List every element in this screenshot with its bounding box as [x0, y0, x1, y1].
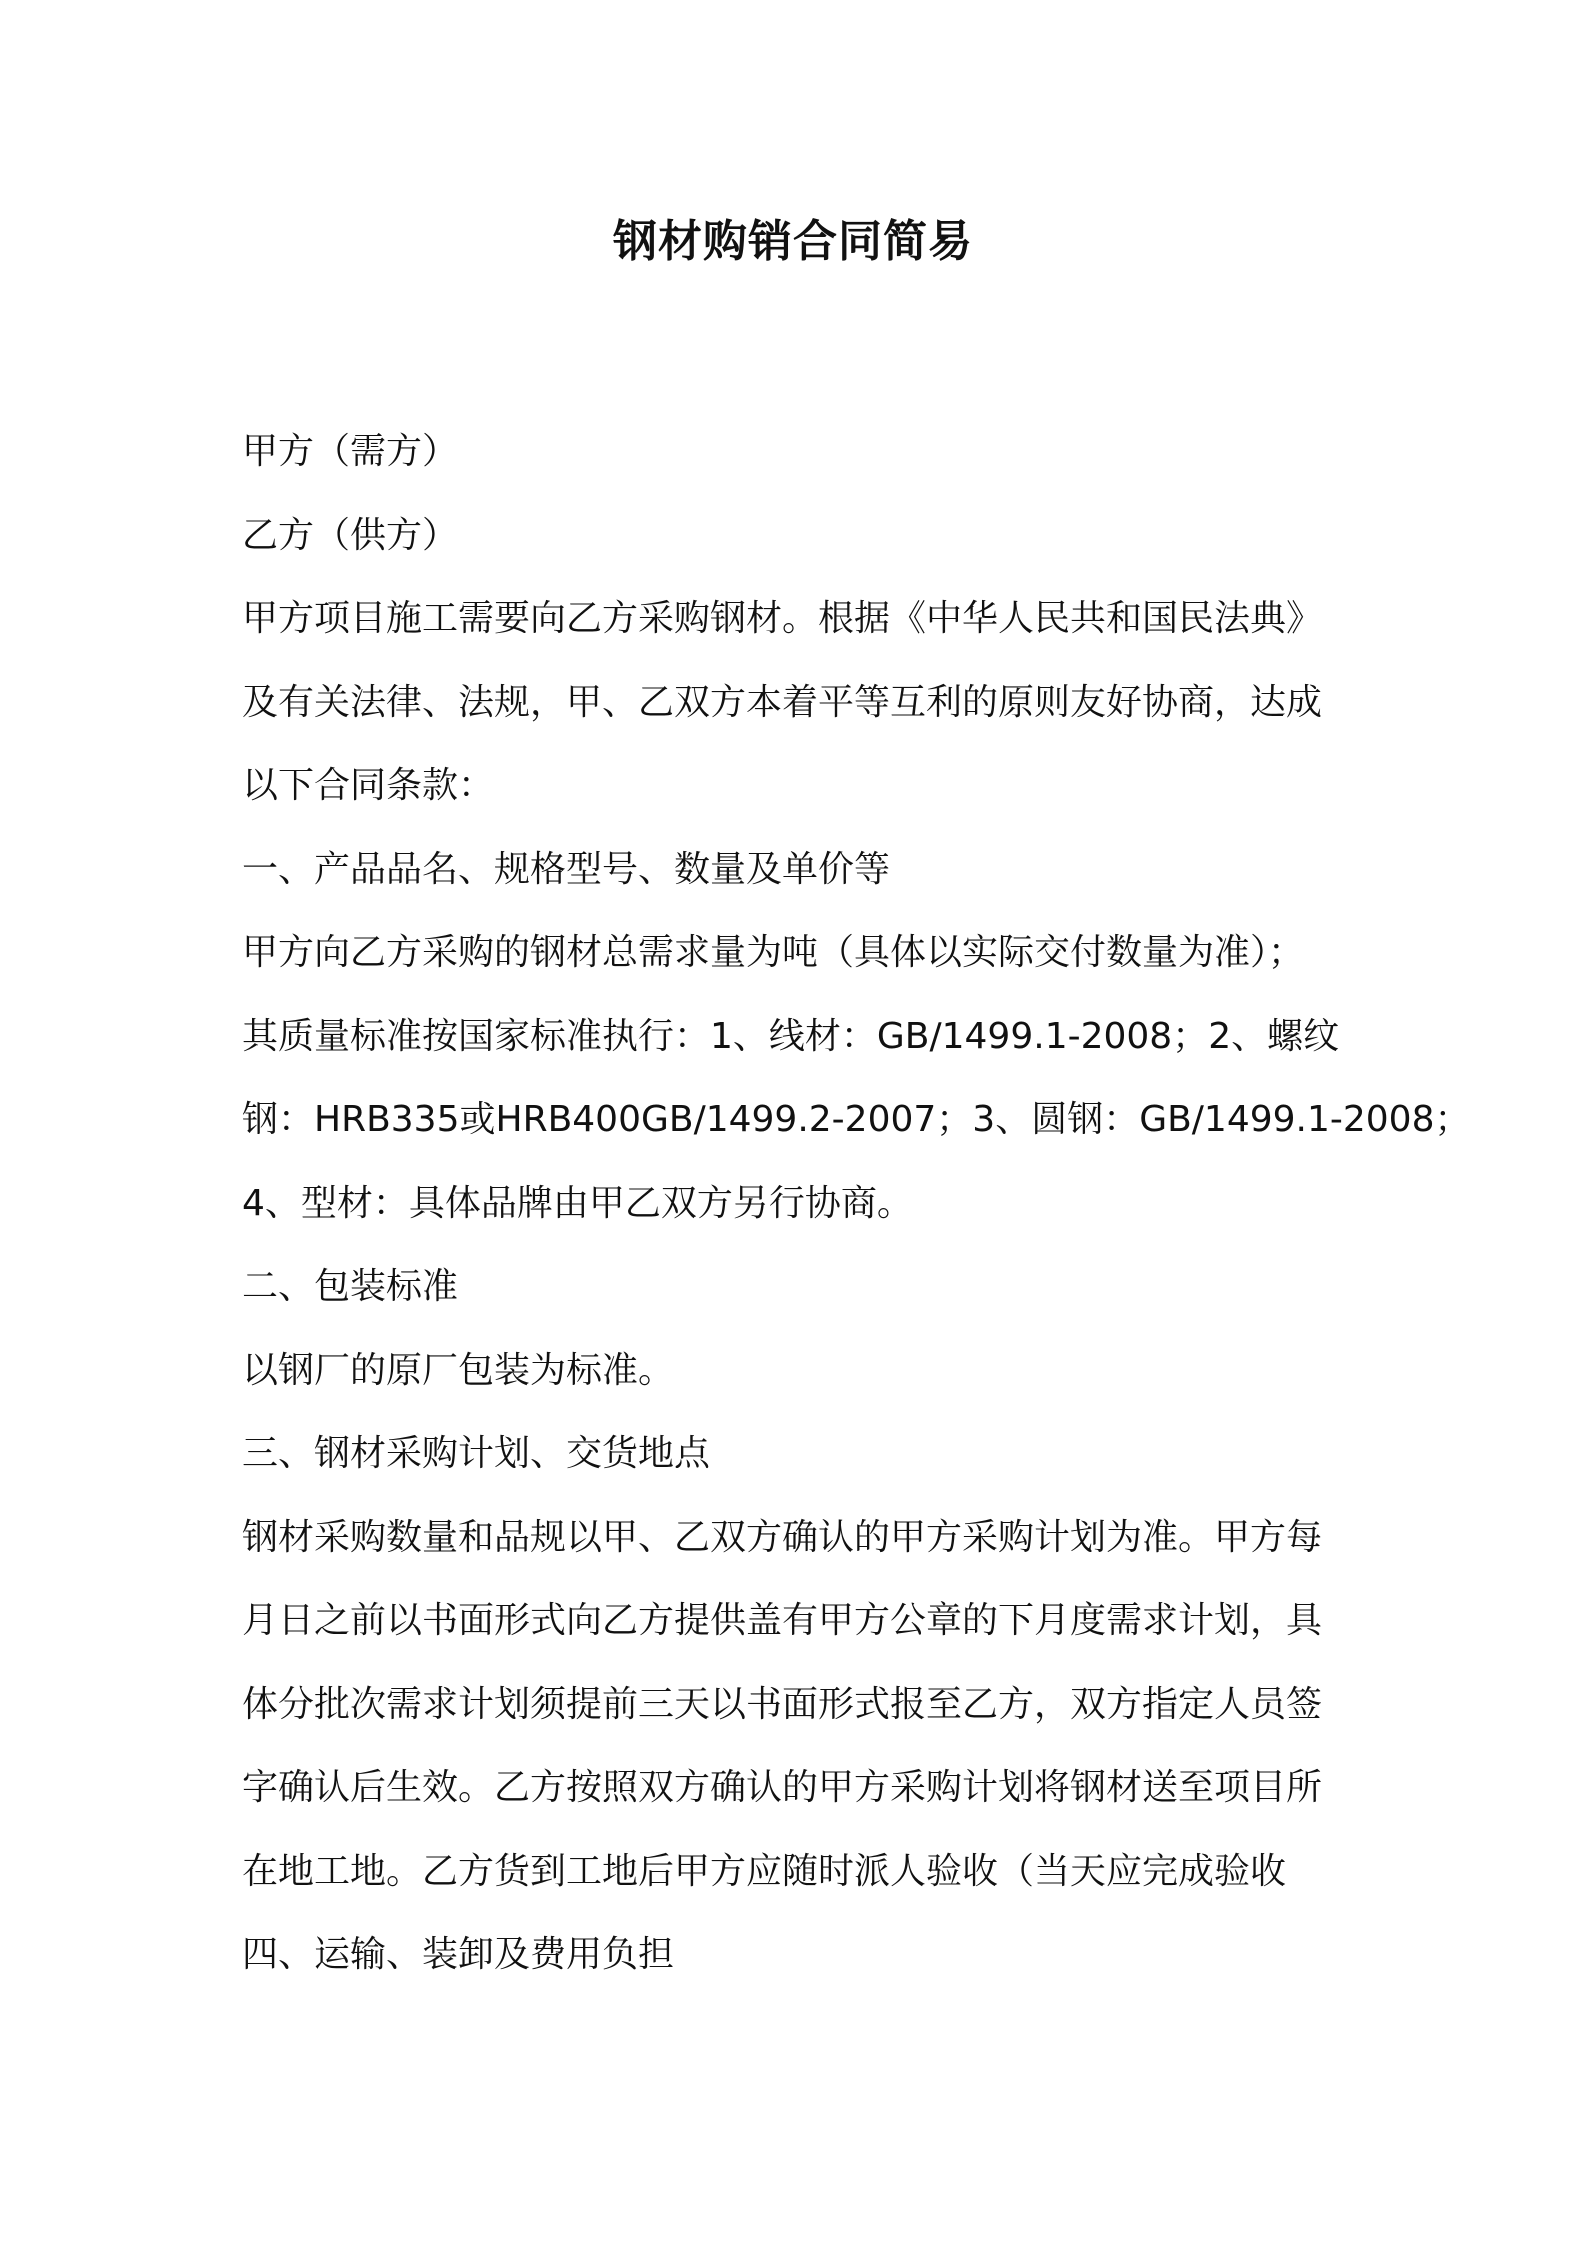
document-title: 钢材购销合同简易	[613, 216, 973, 267]
paragraph-line: 甲方项目施工需要向乙方采购钢材。根据《中华人民共和国民法典》	[242, 598, 1323, 639]
paragraph-line: 其质量标准按国家标准执行：1、线材：GB/1499.1-2008；2、螺纹	[242, 1015, 1340, 1057]
document-body	[242, 410, 1471, 1997]
party-b-line: 乙方（供方）	[242, 514, 459, 556]
paragraph-line: 在地工地。乙方货到工地后甲方应随时派人验收（当天应完成验收	[242, 1850, 1287, 1892]
party-a-line: 甲方（需方）	[242, 431, 459, 472]
paragraph-line: 字确认后生效。乙方按照双方确认的甲方采购计划将钢材送至项目所	[242, 1767, 1323, 1808]
paragraph-line: 以下合同条款：	[242, 765, 495, 806]
paragraph-line: 钢材采购数量和品规以甲、乙双方确认的甲方采购计划为准。甲方每	[242, 1516, 1323, 1558]
paragraph-line: 甲方向乙方采购的钢材总需求量为吨（具体以实际交付数量为准）；	[242, 932, 1305, 973]
paragraph-line: 月日之前以书面形式向乙方提供盖有甲方公章的下月度需求计划，具	[242, 1600, 1323, 1641]
paragraph-line: 以钢厂的原厂包装为标准。	[242, 1349, 675, 1391]
paragraph-line: 及有关法律、法规，甲、乙双方本着平等互利的原则友好协商，达成	[242, 681, 1323, 723]
section-heading-2: 二、包装标准	[242, 1266, 459, 1307]
section-heading-4: 四、运输、装卸及费用负担	[242, 1934, 675, 1975]
paragraph-line: 4、型材：具体品牌由甲乙双方另行协商。	[242, 1182, 913, 1224]
paragraph-line: 体分批次需求计划须提前三天以书面形式报至乙方，双方指定人员签	[242, 1683, 1323, 1725]
paragraph-line: 钢：HRB335或HRB400GB/1499.2-2007；3、圆钢：GB/1499.1-2008；	[242, 1099, 1471, 1140]
section-heading-1: 一、产品品名、规格型号、数量及单价等	[242, 848, 891, 890]
section-heading-3: 三、钢材采购计划、交货地点	[242, 1433, 711, 1474]
